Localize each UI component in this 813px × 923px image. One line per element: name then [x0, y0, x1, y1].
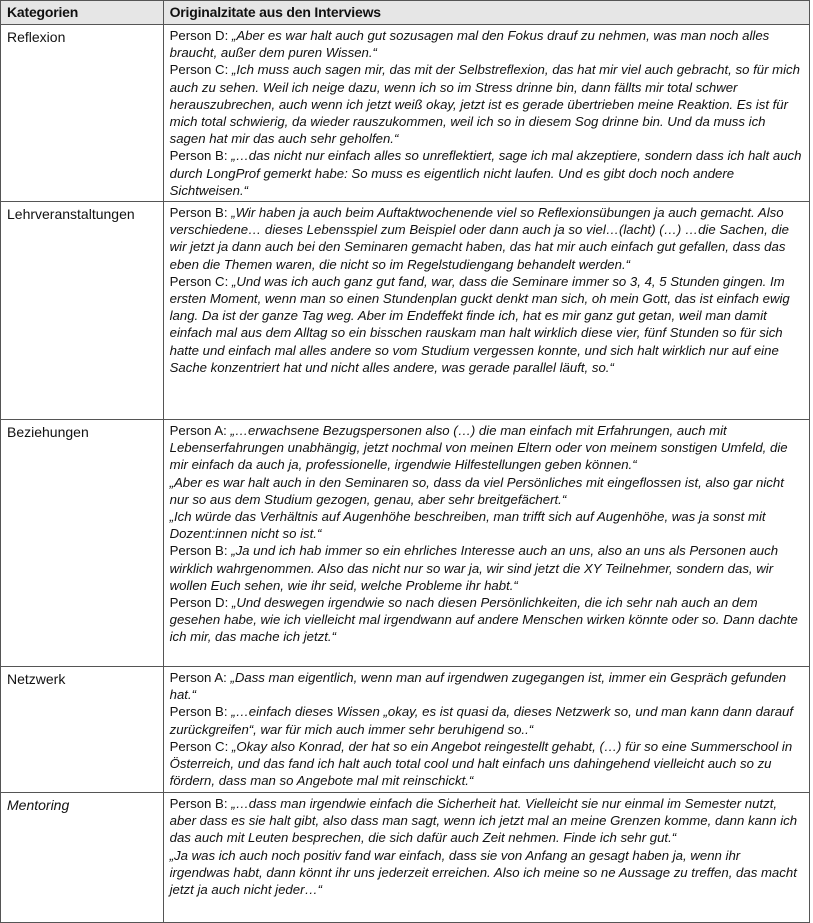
speaker-label: Person B: — [169, 796, 232, 812]
quote-item — [170, 147, 803, 199]
quote-text: „Ich würde das Verhältnis auf Augenhöhe beschreiben, man trifft sich auf Augenhöhe, was ja sonst mit Dozent:innen nicht so ist.“ — [169, 509, 766, 542]
quotes-cell — [163, 202, 809, 420]
quote-text: „Wir haben ja auch beim Auftaktwochenende viel so Reflexionsübungen ja auch gemacht. Also verschiedene… dieses Lebensspiel zum Beispiel oder dann auch ja so viel…(lacht) (…) …die Sachen, die wir jetzt ja dann auch bei den Seminaren gemacht haben, das hat mir auch einfach gut gefallen, dass das eben die Themen waren, die nicht so im Regelstudiengang behandelt werden.“ — [169, 205, 790, 272]
category-cell: Netzwerk — [1, 667, 164, 793]
speaker-label: Person B: — [169, 543, 232, 559]
quotes-cell — [163, 25, 809, 202]
quote-text: „Aber es war halt auch in den Seminaren so, dass da viel Persönliches mit eingeflossen ist, also gar nicht nur so aus dem Studium gezogen, genau, aber sehr breitgefächert.“ — [169, 474, 784, 507]
quote-text: „…einfach dieses Wissen „okay, es ist quasi da, dieses Netzwerk so, und man kann dann darauf zurückgreifen“, war für mich auch immer sehr beruhigend so..“ — [169, 704, 794, 737]
quote-item — [170, 204, 803, 273]
quotes-cell — [163, 793, 809, 923]
header-category: Kategorien — [1, 1, 164, 25]
quote-text: „Und deswegen irgendwie so nach diesen Persönlichkeiten, die ich sehr nah auch an dem gesehen habe, wie ich vielleicht mal irgendwann auf andere Menschen wirken könnte oder so. Dann dachte ich mir, das mache ich jetzt.“ — [169, 595, 798, 645]
speaker-label: Person B: — [169, 148, 232, 164]
quote-text: „…erwachsene Bezugspersonen also (…) die man einfach mit Erfahrungen, auch mit Lebenserfahrungen unabhängig, jetzt nochmal von meinen Eltern oder von meinem sonstigen Umfeld, die mir einfach da auch ja, professionelle, irgendwie Hilfestellungen geben können.“ — [169, 423, 788, 473]
quotes-cell — [163, 420, 809, 667]
speaker-label: Person C: — [169, 62, 232, 78]
speaker-label: Person B: — [169, 205, 232, 221]
quote-item — [170, 27, 803, 61]
quote-item — [170, 508, 803, 542]
table-row-reflexion — [1, 25, 810, 202]
category-cell: Beziehungen — [1, 420, 164, 667]
quotes-cell — [163, 667, 809, 793]
category-cell: Mentoring — [1, 793, 164, 923]
category-cell: Lehrveranstaltungen — [1, 202, 164, 420]
quote-text: „Ja und ich hab immer so ein ehrliches Interesse auch an uns, also an uns als Personen auch wirklich wahrgenommen. Also das nicht nur so war ja, wir sind jetzt die XY Teilnehmer, sondern das, wir wollen Euch sehen, wie ihr seid, welche Probleme ihr habt.“ — [169, 543, 779, 593]
quote-item — [170, 61, 803, 147]
quote-item — [170, 542, 803, 594]
speaker-label: Person A: — [169, 670, 231, 686]
quote-item — [170, 273, 803, 376]
quote-item — [170, 738, 803, 790]
quote-text: „Und was ich auch ganz gut fand, war, dass die Seminare immer so 3, 4, 5 Stunden gingen. Im ersten Moment, wenn man so einen Stundenplan guckt denkt man sich, oh mein Gott, das ist einfach ewig lang. Da ist der ganze Tag weg. Aber im Endeffekt finde ich, hat es mir ganz gut getan, weil man damit einfach mal aus dem Alltag so ein bisschen rauskam man halt wirklich diese vier, fünf Stunden so für sich hatte und einfach mal alles andere so vom Studium vergessen konnte, und sich halt wirklich nur auf eine Sache konzentriert hat und nicht alles andere, was gerade parallel läuft, so.“ — [169, 273, 790, 375]
table-row-beziehungen — [1, 420, 810, 667]
category-cell: Reflexion — [1, 25, 164, 202]
speaker-label: Person C: — [169, 738, 232, 754]
table-row-netzwerk — [1, 667, 810, 793]
speaker-label: Person B: — [169, 704, 232, 720]
header-quotes: Originalzitate aus den Interviews — [163, 1, 809, 25]
quote-item — [170, 474, 803, 508]
quote-item — [170, 795, 803, 847]
quote-item — [170, 594, 803, 646]
speaker-label: Person A: — [169, 423, 231, 439]
quote-text: „Aber es war halt auch gut sozusagen mal den Fokus drauf zu nehmen, was man noch alles braucht, außer dem puren Wissen.“ — [169, 28, 770, 61]
speaker-label: Person D: — [169, 595, 232, 611]
quote-item — [170, 703, 803, 737]
quote-text: „Okay also Konrad, der hat so ein Angebot reingestellt gehabt, (…) für so eine Summerschool in Österreich, und das fand ich halt auch total cool und halt einfach uns dahingehend vielleicht auch so zu fördern, dass man so Angebote mal mit reinschickt.“ — [169, 738, 793, 789]
quote-item — [170, 669, 803, 703]
quote-item — [170, 422, 803, 474]
quote-text: „Ja was ich auch noch positiv fand war einfach, dass sie von Anfang an gesagt haben ja, wenn ihr irgendwas habt, dann könnt ihr uns jederzeit erreichen. Also ich meine so ne Aussage zu treffen, das macht jetzt ja auch nicht jeder…“ — [169, 847, 797, 898]
header-row — [1, 1, 810, 25]
quote-item — [170, 847, 803, 899]
quote-text: „Ich muss auch sagen mir, das mit der Selbstreflexion, das hat mir viel auch gebracht, so für mich auch zu sehen. Weil ich neige dazu, wenn ich so im Stress drinne bin, dann fällts mir total schwer herauszubrechen, auch wenn ich jetzt weiß okay, jetzt ist es gerade übertrieben meine Reaktion. Es ist für mich total schwierig, da wieder rauszukommen, weil ich so in diesem Sog drinne bin. Und da muss ich sagen hat mir das auch sehr geholfen.“ — [169, 62, 800, 147]
speaker-label: Person C: — [169, 273, 232, 289]
table-row-lehrveranstaltungen — [1, 202, 810, 420]
quote-text: „Dass man eigentlich, wenn man auf irgendwen zugegangen ist, immer ein Gespräch gefunden hat.“ — [169, 670, 787, 703]
speaker-label: Person D: — [169, 28, 232, 43]
quote-text: „…das nicht nur einfach alles so unreflektiert, sage ich mal akzeptiere, sondern dass ich halt auch durch LongProf gemerkt habe: So muss es eigentlich nicht laufen. Und es gibt doch noch andere Sichtweisen.“ — [169, 148, 802, 198]
quote-text: „…dass man irgendwie einfach die Sicherheit hat. Vielleicht sie nur einmal im Semester nutzt, aber dass es sie halt gibt, also dass man sagt, wenn ich jetzt mal an meine Grenzen komme, dann kann ich das auch mit Leuten besprechen, die sich dafür auch Zeit nehmen. Finde ich sehr gut.“ — [169, 796, 798, 846]
table-row-mentoring — [1, 793, 810, 923]
